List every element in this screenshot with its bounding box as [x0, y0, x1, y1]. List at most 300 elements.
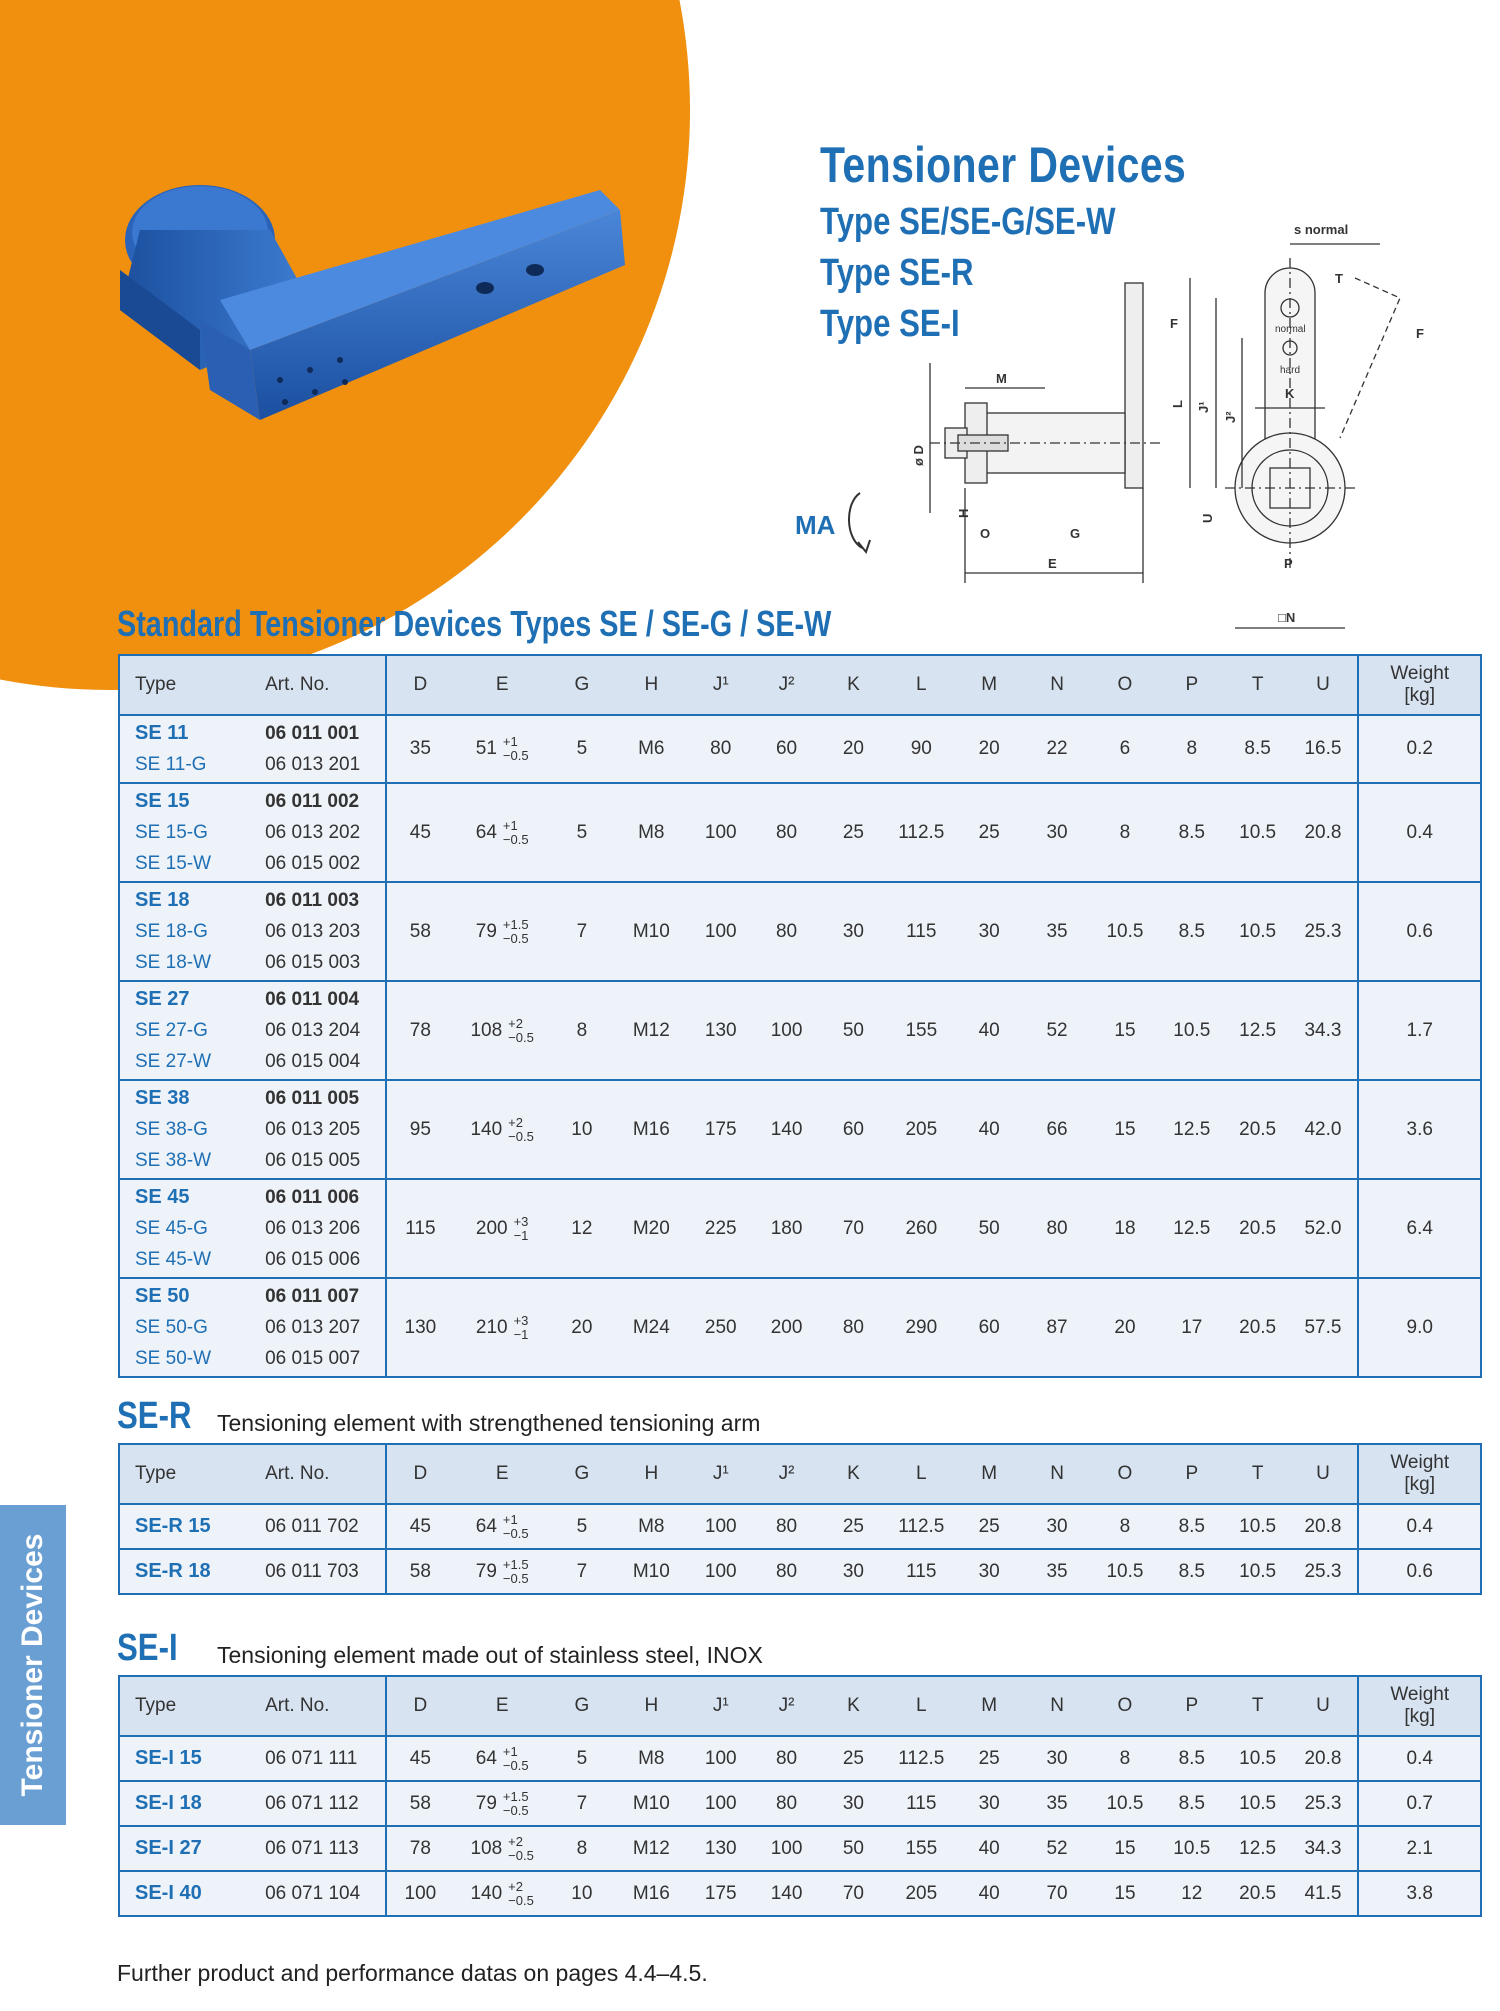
value-cell-e: [453, 1278, 551, 1377]
type-name: SE-I 27: [135, 1837, 202, 1859]
value-cell-d: 130: [386, 1278, 453, 1377]
value-cell-l: 205: [885, 1080, 957, 1179]
header-row: [119, 1444, 1481, 1504]
column-header: [453, 1444, 551, 1504]
value-cell-j1: 100: [690, 1781, 752, 1826]
value-cell-e: [453, 715, 551, 783]
dim-label-j2: J²: [1223, 411, 1238, 423]
value-e: 108: [470, 1837, 503, 1859]
value-cell-d: 78: [386, 981, 453, 1080]
value-cell-o: 18: [1093, 1179, 1157, 1278]
column-header-text: M: [981, 674, 998, 695]
value-e: 51: [475, 738, 497, 759]
column-header: [822, 1444, 886, 1504]
type-cell: [119, 1781, 265, 1826]
value-cell-k: 80: [822, 1278, 886, 1377]
label-hard: hard: [1280, 365, 1301, 376]
tolerance-upper: +2: [508, 1114, 523, 1130]
column-header-text: H: [644, 1695, 659, 1716]
type-cell: [119, 1549, 265, 1594]
side-tab[interactable]: [0, 1505, 66, 1825]
type-name: SE 18: [135, 889, 190, 911]
tolerance: [514, 1215, 529, 1243]
value-cell-j1: 100: [690, 783, 752, 882]
tolerance: [503, 735, 529, 763]
type-name: SE 27-G: [135, 1020, 208, 1041]
value-cell-t: 10.5: [1227, 1736, 1289, 1781]
value-cell-w: 0.6: [1358, 1549, 1481, 1594]
value-cell-n: 22: [1021, 715, 1093, 783]
column-header: [1227, 655, 1289, 715]
article-number-cell: [265, 715, 386, 783]
value-cell-e: [453, 1736, 551, 1781]
column-header: [613, 1444, 690, 1504]
value-cell-d: 45: [386, 1504, 453, 1549]
force-label-left: F: [1170, 316, 1178, 331]
column-header: [1358, 655, 1481, 715]
column-header: [885, 1444, 957, 1504]
value-cell-n: 52: [1021, 981, 1093, 1080]
type-name: SE-I 15: [135, 1747, 202, 1769]
value-cell-g: 8: [551, 1826, 613, 1871]
article-number: 06 015 005: [265, 1150, 361, 1171]
section-heading-standard: Standard Tensioner Devices Types SE / SE-G / SE-W: [117, 603, 832, 644]
type-name: SE 15-G: [135, 822, 208, 843]
value-cell-d: 58: [386, 1781, 453, 1826]
subtitle-type-se-i: Type SE-I: [820, 302, 960, 345]
column-header-text: U: [1316, 1695, 1330, 1716]
header-row: [119, 1676, 1481, 1736]
column-header: [1358, 1444, 1481, 1504]
value-cell-p: 17: [1157, 1278, 1227, 1377]
table-row: [119, 1826, 1481, 1871]
tolerance-upper: +1: [502, 734, 518, 749]
tolerance-lower: −0.5: [508, 1128, 534, 1144]
column-header: [1157, 1676, 1227, 1736]
value-cell-j1: 175: [690, 1080, 752, 1179]
value-cell-t: 20.5: [1227, 1080, 1289, 1179]
value-e: 140: [470, 1882, 503, 1904]
dim-label-j1: J¹: [1196, 401, 1211, 413]
value-cell-n: 35: [1021, 1549, 1093, 1594]
value-cell-w: 0.2: [1358, 715, 1481, 783]
column-header: [551, 655, 613, 715]
article-number-cell: [265, 1781, 386, 1826]
value-cell-w: 0.4: [1358, 1736, 1481, 1781]
tolerance: [508, 1835, 534, 1863]
value-cell-j1: 100: [690, 1504, 752, 1549]
column-header: [1288, 1444, 1358, 1504]
table-se-r: [118, 1443, 1482, 1595]
column-header-text: M: [981, 1695, 998, 1716]
value-cell-m: 50: [957, 1179, 1021, 1278]
value-cell-w: 3.8: [1358, 1871, 1481, 1916]
article-number: 06 011 702: [265, 1516, 359, 1537]
article-number: 06 071 113: [265, 1838, 359, 1859]
column-header: [1093, 1676, 1157, 1736]
value-cell-l: 112.5: [885, 1736, 957, 1781]
column-header: [1093, 1444, 1157, 1504]
value-cell-m: 60: [957, 1278, 1021, 1377]
column-header: [1157, 655, 1227, 715]
value-cell-u: 20.8: [1288, 783, 1358, 882]
value-cell-l: 112.5: [885, 1504, 957, 1549]
value-cell-e: [453, 981, 551, 1080]
value-cell-j1: 100: [690, 882, 752, 981]
value-cell-l: 115: [885, 1549, 957, 1594]
value-cell-e: [453, 1179, 551, 1278]
column-header-text: D: [413, 1463, 428, 1484]
value-cell-e: [453, 1504, 551, 1549]
value-cell-g: 5: [551, 1736, 613, 1781]
table-row: [119, 882, 1481, 981]
tolerance-upper: +1.5: [502, 1788, 529, 1804]
type-name: SE 15: [135, 790, 190, 812]
type-name: SE 38: [135, 1087, 190, 1109]
article-number: 06 011 005: [265, 1088, 360, 1109]
value-cell-k: 30: [822, 1549, 886, 1594]
tolerance-upper: +3: [513, 1213, 529, 1229]
value-cell-o: 20: [1093, 1278, 1157, 1377]
value-cell-j1: 175: [690, 1871, 752, 1916]
value-cell-u: 20.8: [1288, 1736, 1358, 1781]
article-number-cell: [265, 882, 386, 981]
column-header: [690, 1444, 752, 1504]
type-cell: [119, 1736, 265, 1781]
value-cell-u: 34.3: [1288, 1826, 1358, 1871]
value-cell-p: 12: [1157, 1871, 1227, 1916]
article-number: 06 015 006: [265, 1249, 361, 1270]
column-header: [119, 1444, 265, 1504]
value-cell-o: 8: [1093, 1504, 1157, 1549]
value-cell-p: 12.5: [1157, 1179, 1227, 1278]
tolerance: [503, 1745, 529, 1773]
value-cell-u: 57.5: [1288, 1278, 1358, 1377]
dim-label-l: L: [1170, 400, 1185, 408]
article-number: 06 011 007: [265, 1286, 360, 1307]
value-cell-m: 25: [957, 783, 1021, 882]
value-cell-e: [453, 1781, 551, 1826]
value-cell-j1: 100: [690, 1549, 752, 1594]
value-cell-n: 52: [1021, 1826, 1093, 1871]
tolerance-lower: −0.5: [508, 1847, 534, 1863]
column-header: [1093, 655, 1157, 715]
article-number: 06 071 112: [265, 1793, 359, 1814]
article-number: 06 015 003: [265, 952, 361, 973]
value-cell-o: 15: [1093, 1871, 1157, 1916]
value-cell-h: M8: [613, 1504, 690, 1549]
article-number: 06 013 205: [265, 1119, 361, 1140]
value-e: 200: [475, 1217, 508, 1239]
value-cell-u: 25.3: [1288, 882, 1358, 981]
value-cell-h: M6: [613, 715, 690, 783]
column-header-text: K: [847, 674, 860, 695]
value-cell-k: 25: [822, 1736, 886, 1781]
section-description-se-i: Tensioning element made out of stainless steel, INOX: [217, 1642, 763, 1668]
column-header-text: L: [916, 674, 927, 695]
article-number: 06 013 207: [265, 1317, 361, 1338]
value-cell-h: M8: [613, 783, 690, 882]
type-cell: [119, 981, 265, 1080]
article-number: 06 013 206: [265, 1218, 361, 1239]
value-cell-o: 10.5: [1093, 1549, 1157, 1594]
column-header-text: [kg]: [1404, 1706, 1436, 1727]
type-name: SE 11: [135, 722, 189, 744]
value-e: 210: [475, 1316, 508, 1338]
column-header: [551, 1676, 613, 1736]
article-number: 06 011 002: [265, 791, 360, 812]
value-cell-d: 100: [386, 1871, 453, 1916]
value-cell-j2: 80: [752, 882, 822, 981]
dim-label-p: P: [1284, 556, 1293, 571]
type-cell: [119, 1179, 265, 1278]
footer-note: Further product and performance datas on pages 4.4–4.5.: [117, 1960, 708, 1986]
table-standard: [118, 654, 1482, 1378]
type-name: SE-I 18: [135, 1792, 202, 1814]
value-e: 64: [475, 1515, 497, 1537]
tolerance: [514, 1314, 529, 1342]
value-cell-k: 30: [822, 1781, 886, 1826]
value-cell-n: 35: [1021, 1781, 1093, 1826]
article-number: 06 013 202: [265, 822, 361, 843]
table-row: [119, 1179, 1481, 1278]
article-number-cell: [265, 1278, 386, 1377]
value-cell-l: 112.5: [885, 783, 957, 882]
section-heading-se-r: SE-R: [117, 1395, 192, 1437]
column-header: [752, 1444, 822, 1504]
article-number: 06 013 203: [265, 921, 361, 942]
column-header-text: K: [847, 1695, 860, 1716]
value-cell-w: 0.7: [1358, 1781, 1481, 1826]
value-cell-o: 6: [1093, 715, 1157, 783]
article-number-cell: [265, 783, 386, 882]
tolerance-upper: +1: [502, 817, 518, 833]
value-cell-g: 10: [551, 1080, 613, 1179]
value-cell-m: 25: [957, 1736, 1021, 1781]
type-cell: [119, 882, 265, 981]
value-cell-g: 12: [551, 1179, 613, 1278]
value-e: 79: [475, 1560, 497, 1582]
value-cell-m: 40: [957, 1080, 1021, 1179]
dim-label-n: □N: [1278, 610, 1296, 625]
type-name: SE 45-G: [135, 1218, 208, 1239]
value-cell-e: [453, 1871, 551, 1916]
column-header-text: L: [916, 1463, 927, 1484]
value-cell-n: 80: [1021, 1179, 1093, 1278]
type-cell: [119, 1871, 265, 1916]
value-cell-m: 30: [957, 1549, 1021, 1594]
value-cell-m: 40: [957, 981, 1021, 1080]
value-cell-p: 10.5: [1157, 1826, 1227, 1871]
value-cell-h: M16: [613, 1871, 690, 1916]
value-cell-w: 6.4: [1358, 1179, 1481, 1278]
table-row: [119, 1736, 1481, 1781]
article-number-cell: [265, 1871, 386, 1916]
value-e: 108: [470, 1019, 503, 1041]
value-cell-t: 8.5: [1227, 715, 1289, 783]
column-header-text: T: [1251, 1695, 1264, 1716]
value-cell-e: [453, 1826, 551, 1871]
value-cell-k: 60: [822, 1080, 886, 1179]
value-e: 64: [475, 1747, 497, 1769]
value-e: 64: [475, 821, 497, 843]
tolerance-lower: −0.5: [508, 1892, 534, 1908]
value-cell-n: 30: [1021, 783, 1093, 882]
value-cell-m: 20: [957, 715, 1021, 783]
tolerance-lower: −0.5: [502, 748, 529, 763]
column-header-text: D: [413, 674, 428, 695]
dim-label-d: ø D: [911, 445, 926, 466]
tolerance-lower: −1: [513, 1227, 529, 1243]
dim-label-o: O: [980, 526, 991, 541]
column-header: [265, 1676, 386, 1736]
value-cell-t: 10.5: [1227, 882, 1289, 981]
value-cell-m: 30: [957, 882, 1021, 981]
dim-label-t: T: [1335, 271, 1343, 286]
table-row: [119, 715, 1481, 783]
value-cell-h: M16: [613, 1080, 690, 1179]
column-header-text: D: [413, 1695, 428, 1716]
article-number-cell: [265, 1826, 386, 1871]
value-cell-m: 25: [957, 1504, 1021, 1549]
column-header: [1021, 655, 1093, 715]
tolerance-upper: +1.5: [502, 916, 529, 932]
type-name: SE 38-G: [135, 1119, 208, 1140]
subtitle-type-se-r: Type SE-R: [820, 251, 974, 294]
tolerance-lower: −0.5: [502, 930, 529, 946]
column-header-text: M: [981, 1463, 998, 1484]
tolerance-upper: +3: [513, 1312, 529, 1328]
value-cell-w: 0.6: [1358, 882, 1481, 981]
value-cell-t: 10.5: [1227, 1781, 1289, 1826]
column-header-text: N: [1050, 674, 1064, 695]
value-cell-t: 20.5: [1227, 1871, 1289, 1916]
column-header-text: Type: [135, 1463, 177, 1484]
value-cell-g: 7: [551, 1549, 613, 1594]
value-cell-j2: 80: [752, 1736, 822, 1781]
value-cell-e: [453, 783, 551, 882]
value-cell-d: 58: [386, 882, 453, 981]
article-number-cell: [265, 981, 386, 1080]
value-cell-l: 155: [885, 1826, 957, 1871]
column-header: [1288, 655, 1358, 715]
tolerance-lower: −1: [513, 1326, 529, 1342]
value-cell-k: 50: [822, 981, 886, 1080]
column-header: [1358, 1676, 1481, 1736]
column-header-text: K: [847, 1463, 860, 1484]
dim-label-u: U: [1200, 513, 1215, 523]
value-cell-k: 20: [822, 715, 886, 783]
column-header: [453, 655, 551, 715]
value-cell-h: M10: [613, 1549, 690, 1594]
tolerance-lower: −0.5: [502, 1570, 529, 1586]
type-name: SE 50: [135, 1285, 190, 1307]
column-header: [1021, 1676, 1093, 1736]
value-cell-h: M12: [613, 1826, 690, 1871]
column-header: [551, 1444, 613, 1504]
type-name: SE 50-G: [135, 1317, 208, 1338]
column-header: [957, 1676, 1021, 1736]
value-cell-u: 34.3: [1288, 981, 1358, 1080]
column-header-text: P: [1185, 674, 1199, 695]
type-name: SE 45: [135, 1186, 190, 1208]
value-cell-g: 5: [551, 783, 613, 882]
column-header: [957, 1444, 1021, 1504]
label-normal: normal: [1275, 324, 1306, 335]
type-name: SE 15-W: [135, 853, 212, 874]
value-cell-u: 25.3: [1288, 1549, 1358, 1594]
column-header: [1227, 1444, 1289, 1504]
force-label-right: F: [1416, 326, 1424, 341]
article-number-cell: [265, 1504, 386, 1549]
value-cell-d: 35: [386, 715, 453, 783]
value-cell-p: 8.5: [1157, 783, 1227, 882]
value-cell-u: 20.8: [1288, 1504, 1358, 1549]
value-cell-o: 10.5: [1093, 882, 1157, 981]
value-cell-n: 87: [1021, 1278, 1093, 1377]
tolerance-lower: −0.5: [502, 1802, 529, 1818]
value-cell-n: 30: [1021, 1504, 1093, 1549]
value-cell-u: 25.3: [1288, 1781, 1358, 1826]
type-name: SE 11-G: [135, 754, 207, 775]
value-cell-p: 10.5: [1157, 981, 1227, 1080]
column-header-text: P: [1185, 1463, 1199, 1484]
value-cell-j2: 140: [752, 1080, 822, 1179]
type-cell: [119, 1826, 265, 1871]
column-header-text: J¹: [712, 1463, 729, 1484]
value-cell-k: 25: [822, 783, 886, 882]
article-number: 06 011 004: [265, 989, 360, 1010]
value-cell-g: 7: [551, 882, 613, 981]
article-number: 06 011 006: [265, 1187, 360, 1208]
value-cell-d: 58: [386, 1549, 453, 1594]
type-cell: [119, 715, 265, 783]
dim-label-h: H: [956, 508, 971, 518]
type-name: SE 27-W: [135, 1051, 212, 1072]
value-cell-d: 45: [386, 783, 453, 882]
section-description-se-r: Tensioning element with strengthened tensioning arm: [217, 1410, 761, 1436]
value-cell-t: 20.5: [1227, 1278, 1289, 1377]
column-header-text: [kg]: [1404, 1474, 1436, 1495]
tolerance-upper: +2: [508, 1878, 523, 1894]
value-cell-t: 12.5: [1227, 1826, 1289, 1871]
tolerance-lower: −0.5: [502, 1757, 529, 1773]
column-header: [386, 1444, 453, 1504]
column-header-text: J²: [778, 1695, 795, 1716]
value-cell-n: 66: [1021, 1080, 1093, 1179]
value-cell-d: 45: [386, 1736, 453, 1781]
column-header-text: J²: [778, 1463, 795, 1484]
value-cell-g: 5: [551, 1504, 613, 1549]
article-number: 06 013 201: [265, 754, 361, 775]
column-header-text: G: [574, 674, 590, 695]
article-number: 06 011 703: [265, 1561, 359, 1582]
value-cell-k: 70: [822, 1871, 886, 1916]
column-header-text: T: [1251, 1463, 1264, 1484]
value-cell-j2: 100: [752, 981, 822, 1080]
column-header-text: J¹: [712, 1695, 729, 1716]
value-cell-j1: 130: [690, 1826, 752, 1871]
column-header: [752, 655, 822, 715]
column-header-text: N: [1050, 1695, 1064, 1716]
column-header: [386, 655, 453, 715]
column-header: [822, 1676, 886, 1736]
column-header-text: G: [574, 1695, 590, 1716]
column-header-text: E: [495, 1463, 509, 1484]
value-cell-t: 12.5: [1227, 981, 1289, 1080]
label-s-normal: s normal: [1294, 222, 1349, 237]
type-cell: [119, 1080, 265, 1179]
